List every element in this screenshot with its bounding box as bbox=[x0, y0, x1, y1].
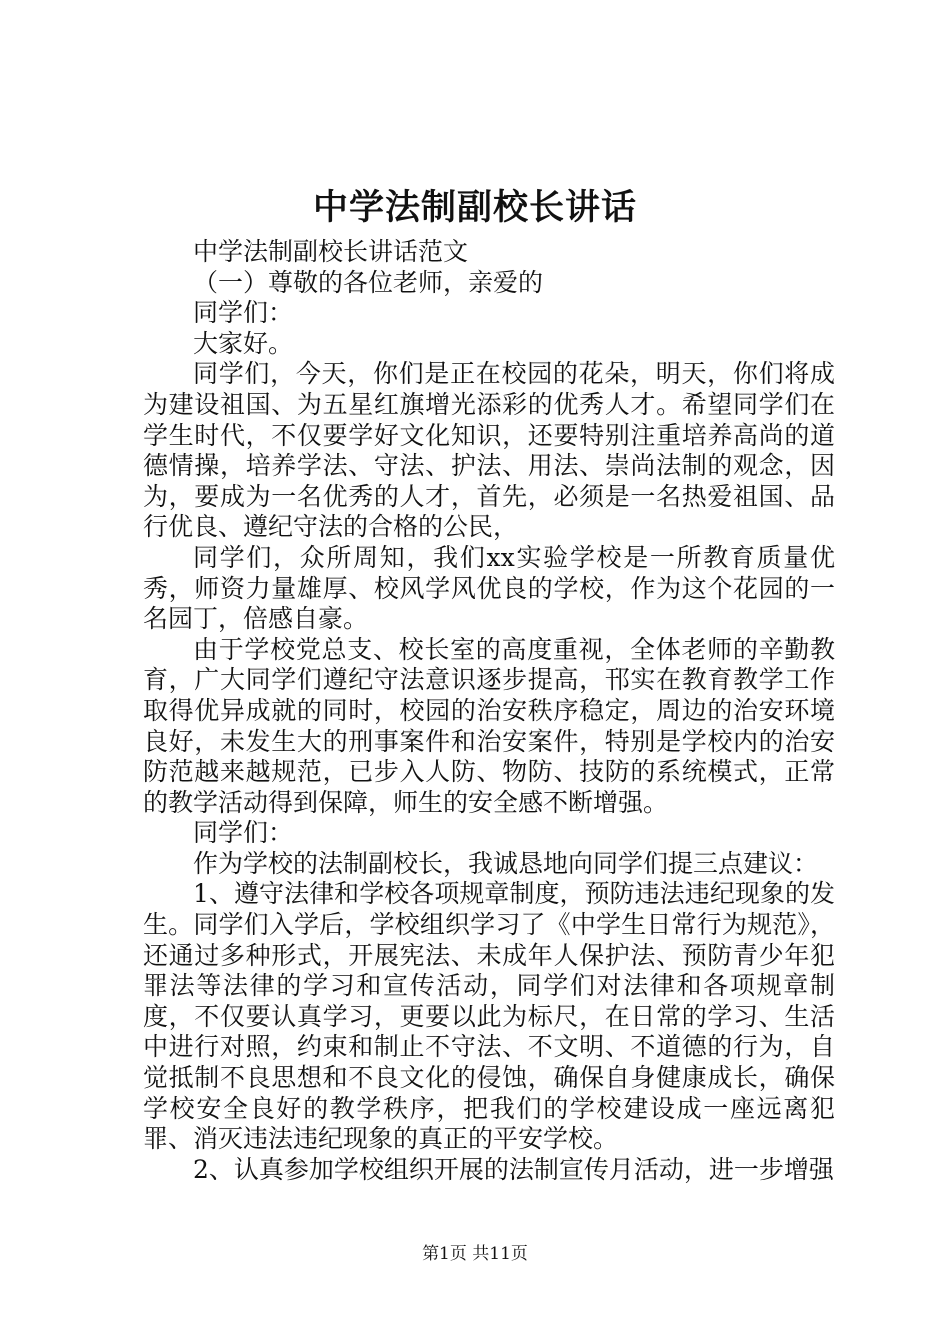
paragraph-salutation-cont: 同学们： bbox=[193, 298, 294, 328]
paragraph-point-2: 2、认真参加学校组织开展的法制宣传月活动，进一步增强 bbox=[193, 1154, 834, 1184]
document-body bbox=[143, 237, 835, 1185]
paragraph: 作为学校的法制副校长，我诚恳地向同学们提三点建议： bbox=[193, 848, 819, 878]
paragraph: 由于学校党总支、校长室的高度重视，全体老师的辛勤教育，广大同学们遵纪守法意识逐步提高，邗实在教育教学工作取得优异成就的同时，校园的治安秩序稳定，周边的治安环境良好，未发生大的刑事案件和治安案件，特别是学校内的治安防范越来越规范，已步入人防、物防、技防的系统模式，正常的教学活动得到保障，师生的安全感不断增强。 bbox=[143, 634, 835, 817]
paragraph: 同学们，众所周知，我们xx实验学校是一所教育质量优秀，师资力量雄厚、校风学风优良的学校，作为这个花园的一名园丁，倍感自豪。 bbox=[143, 542, 835, 634]
paragraph-greeting: 大家好。 bbox=[193, 328, 294, 358]
paragraph: 同学们，今天，你们是正在校园的花朵，明天，你们将成为建设祖国、为五星红旗增光添彩的优秀人才。希望同学们在学生时代，不仅要学好文化知识，还要特别注重培养高尚的道德情操，培养学法、守法、护法、用法、崇尚法制的观念，因为，要成为一名优秀的人才，首先，必须是一名热爱祖国、品行优良、遵纪守法的合格的公民， bbox=[143, 359, 835, 542]
paragraph-subtitle: 中学法制副校长讲话范文 bbox=[193, 237, 469, 266]
paragraph-point-1: 1、遵守法律和学校各项规章制度，预防违法违纪现象的发生。同学们入学后，学校组织学习了《中学生日常行为规范》，还通过多种形式，开展宪法、未成年人保护法、预防青少年犯罪法等法律的学习和宣传活动，同学们对法律和各项规章制度，不仅要认真学习，更要以此为标尺，在日常的学习、生活中进行对照，约束和制止不守法、不文明、不道德的行为，自觉抵制不良思想和不良文化的侵蚀，确保自身健康成长，确保学校安全良好的教学秩序，把我们的学校建设成一座远离犯罪、消灭违法违纪现象的真正的平安学校。 bbox=[143, 879, 835, 1154]
paragraph-address: 同学们： bbox=[193, 818, 294, 848]
paragraph-salutation: （一）尊敬的各位老师，亲爱的 bbox=[193, 267, 544, 297]
page-footer: 第1页 共11页 bbox=[422, 1244, 528, 1264]
page-title: 中学法制副校长讲话 bbox=[312, 187, 637, 228]
